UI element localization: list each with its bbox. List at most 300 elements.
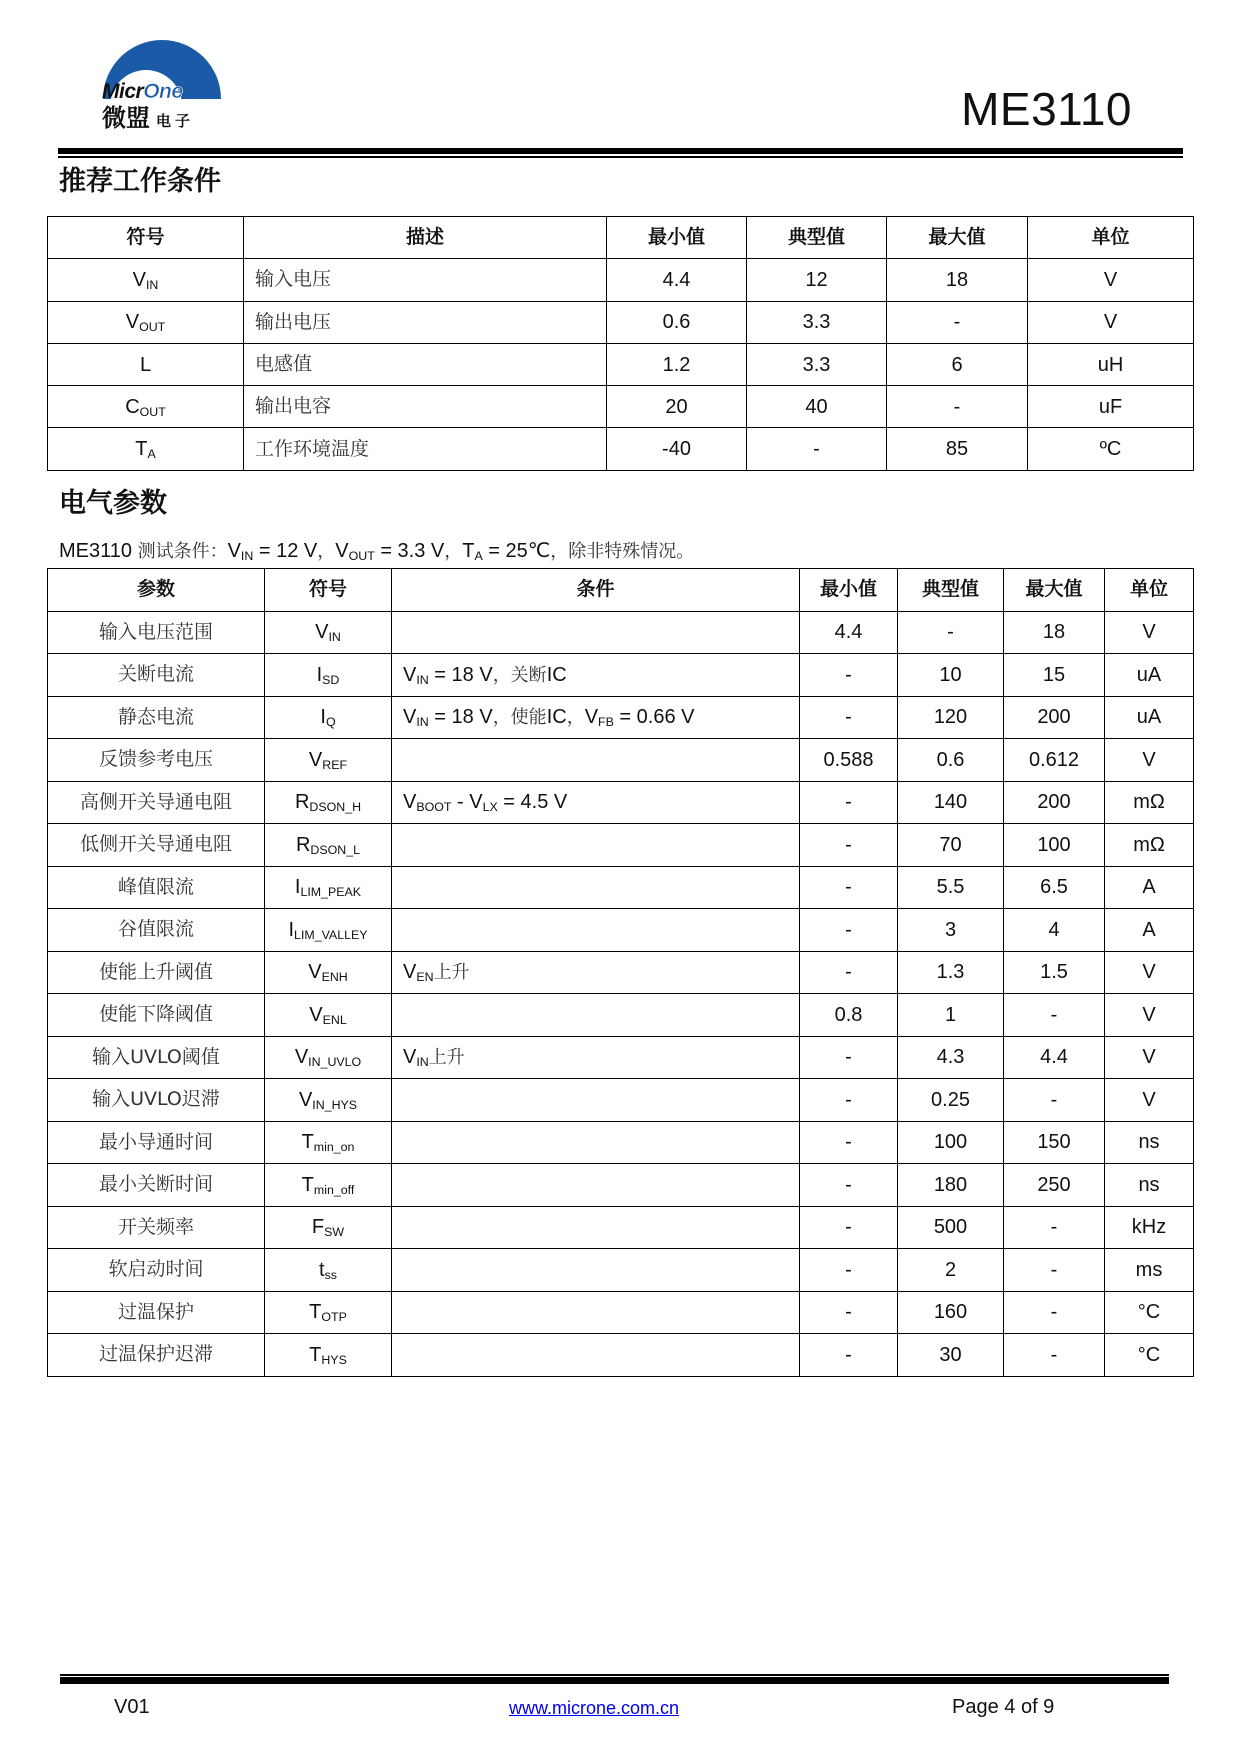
unit-cell: uA [1105,654,1194,697]
condition-cell [392,824,800,867]
parameter-cell: 输入电压范围 [48,611,265,654]
symbol-subscript: min_off [313,1182,355,1197]
table-row [48,994,1194,1037]
symbol-main: F [311,1216,325,1239]
table-row [48,739,1194,782]
min-cell: 0.6 [607,301,747,343]
cond-text-cn: ，关断 [492,664,547,686]
typ-cell: 180 [898,1164,1004,1207]
header-rule-thick [58,148,1183,154]
cond-text: = 0.66 V [613,706,695,729]
symbol-subscript: HYS [321,1352,347,1367]
table-row [48,386,1194,428]
typ-cell: 3 [898,909,1004,952]
parameter-cell: 使能下降阈值 [48,994,265,1037]
unit-cell: V [1105,739,1194,782]
unit-cell: ms [1105,1249,1194,1292]
condition-cell [392,654,800,697]
cond-subscript: BOOT [416,800,452,815]
col-header-typ: 典型值 [898,569,1004,612]
col-header-max: 最大值 [887,217,1028,259]
cond-text: - [451,791,470,814]
parameter-cell: 最小关断时间 [48,1164,265,1207]
symbol-main: V [125,311,140,334]
test-cond-vin-sub: IN [240,549,254,564]
col-header-typ: 典型值 [747,217,887,259]
parameter-cell: 反馈参考电压 [48,739,265,782]
unit-cell: V [1105,1079,1194,1122]
typ-cell: 160 [898,1291,1004,1334]
symbol-cell [265,781,392,824]
parameter-cell: 输入UVLO迟滞 [48,1079,265,1122]
typ-cell: 1.3 [898,951,1004,994]
condition-cell [392,1164,800,1207]
max-cell: 4 [1004,909,1105,952]
cond-text: IC [546,663,567,686]
recommended-conditions-table [47,216,1194,471]
symbol-subscript: IN_UVLO [308,1055,362,1070]
parameter-cell: 静态电流 [48,696,265,739]
table-row [48,301,1194,343]
max-cell: - [1004,994,1105,1037]
test-cond-vout-sym: V [335,540,349,562]
max-cell: 200 [1004,696,1105,739]
condition-cell [392,696,800,739]
col-header-parameter: 参数 [48,569,265,612]
symbol-subscript: ENH [321,970,348,985]
min-cell: - [800,781,898,824]
unit-cell: ºC [1028,428,1194,470]
symbol-main: T [309,1301,322,1324]
max-cell: 1.5 [1004,951,1105,994]
table-row [48,1334,1194,1377]
table-row [48,1206,1194,1249]
table-header-row [48,217,1194,259]
table-row [48,1121,1194,1164]
max-cell: 200 [1004,781,1105,824]
cond-symbol: V [584,706,599,729]
max-cell: 6 [887,343,1028,385]
table-row [48,1164,1194,1207]
unit-cell: ns [1105,1164,1194,1207]
typ-cell: 140 [898,781,1004,824]
symbol-subscript: OUT [139,404,166,419]
symbol-subscript: OUT [139,320,166,335]
typ-cell: 500 [898,1206,1004,1249]
test-cond-vout-val: = 3.3 V [374,540,445,562]
table-row [48,1249,1194,1292]
table-header-row [48,569,1194,612]
description-cell: 输入电压 [244,259,607,301]
symbol-main: V [132,268,146,291]
symbol-cell [48,386,244,428]
parameter-cell: 关断电流 [48,654,265,697]
col-header-symbol: 符号 [48,217,244,259]
table-row [48,1036,1194,1079]
table-row [48,611,1194,654]
symbol-main: I [288,918,295,941]
col-header-condition: 条件 [392,569,800,612]
cond-symbol: V [403,791,417,814]
symbol-main: T [301,1131,314,1154]
max-cell: 250 [1004,1164,1105,1207]
unit-cell: V [1028,301,1194,343]
symbol-main: T [135,438,148,461]
condition-cell [392,1291,800,1334]
symbol-cell [265,1121,392,1164]
cond-symbol: V [403,1046,417,1069]
max-cell: - [1004,1206,1105,1249]
min-cell: - [800,1036,898,1079]
typ-cell: 3.3 [747,301,887,343]
description-cell: 输出电容 [244,386,607,428]
symbol-main: V [309,1003,323,1026]
symbol-cell [265,654,392,697]
test-cond-sep1: ， [317,541,336,562]
col-header-description: 描述 [244,217,607,259]
symbol-subscript: REF [322,757,348,772]
col-header-min: 最小值 [800,569,898,612]
logo-brand-en-part2: One [143,80,183,103]
condition-cell [392,611,800,654]
table-row [48,1291,1194,1334]
max-cell: - [1004,1334,1105,1377]
cond-text-cn: ，使能 [492,707,547,729]
typ-cell: 100 [898,1121,1004,1164]
test-cond-vin-sym: V [227,540,241,562]
max-cell: - [887,386,1028,428]
min-cell: -40 [607,428,747,470]
test-cond-sep2: ， [444,541,463,562]
max-cell: - [1004,1291,1105,1334]
min-cell: - [800,866,898,909]
min-cell: 4.4 [800,611,898,654]
unit-cell: mΩ [1105,824,1194,867]
max-cell: 0.612 [1004,739,1105,782]
cond-text: = 18 V [428,663,493,686]
symbol-cell [265,1249,392,1292]
symbol-subscript: ENL [322,1012,347,1027]
symbol-main: t [319,1258,325,1281]
max-cell: 85 [887,428,1028,470]
condition-cell [392,1206,800,1249]
symbol-subscript: IN [328,630,341,645]
cond-subscript: IN [416,1055,429,1070]
min-cell: 0.8 [800,994,898,1037]
symbol-cell [265,1334,392,1377]
description-cell: 工作环境温度 [244,428,607,470]
symbol-subscript: IN_HYS [312,1097,358,1112]
footer-rule [60,1674,1169,1684]
typ-cell: 70 [898,824,1004,867]
test-cond-label: 测试条件： [137,541,228,562]
section-title-recommended: 推荐工作条件 [59,166,221,197]
cond-subscript: EN [416,970,434,985]
typ-cell: 10 [898,654,1004,697]
unit-cell: kHz [1105,1206,1194,1249]
symbol-subscript: DSON_L [310,842,361,857]
footer-rule-thick [60,1677,1169,1684]
header-rule-thin [58,156,1183,158]
max-cell: 15 [1004,654,1105,697]
symbol-subscript: OTP [321,1310,347,1325]
parameter-cell: 过温保护 [48,1291,265,1334]
header-rule [58,148,1183,158]
symbol-subscript: min_on [313,1140,355,1155]
typ-cell: 120 [898,696,1004,739]
symbol-main: T [309,1343,322,1366]
logo-brand-cn-main: 微盟 [102,104,150,132]
test-cond-ta-val: = 25℃ [482,540,551,562]
symbol-subscript: IN [145,278,159,293]
min-cell: - [800,1334,898,1377]
unit-cell: V [1105,951,1194,994]
cond-text: = 4.5 V [497,791,568,814]
test-cond-part: ME3110 [59,540,133,562]
typ-cell: 0.6 [898,739,1004,782]
max-cell: 18 [887,259,1028,301]
symbol-cell [48,343,244,385]
footer-version: V01 [114,1696,150,1718]
test-cond-vin-val: = 12 V [253,540,318,562]
table-row [48,696,1194,739]
max-cell: - [1004,1249,1105,1292]
parameter-cell: 低侧开关导通电阻 [48,824,265,867]
test-condition-line [59,540,694,562]
condition-cell [392,1036,800,1079]
symbol-cell [265,994,392,1037]
symbol-main: V [308,961,322,984]
symbol-cell [265,1164,392,1207]
footer-page-number: Page 4 of 9 [952,1696,1055,1718]
cond-subscript: FB [598,715,614,730]
table-row [48,428,1194,470]
cond-subscript: LX [482,800,498,815]
cond-symbol: V [469,791,483,814]
microne-logo [96,36,230,132]
min-cell: 1.2 [607,343,747,385]
symbol-main: V [298,1088,313,1111]
col-header-unit: 单位 [1105,569,1194,612]
max-cell: - [887,301,1028,343]
symbol-cell [265,611,392,654]
symbol-cell [265,824,392,867]
test-cond-ta-sub: A [474,549,483,564]
description-cell: 输出电压 [244,301,607,343]
symbol-main: I [320,706,326,729]
typ-cell: 40 [747,386,887,428]
symbol-main: R [294,791,310,814]
col-header-symbol: 符号 [265,569,392,612]
cond-text-cn: 上升 [433,962,470,984]
condition-cell [392,1334,800,1377]
unit-cell: A [1105,909,1194,952]
symbol-main: V [308,748,323,771]
symbol-main: V [315,621,329,644]
symbol-cell [265,1291,392,1334]
symbol-subscript: LIM_VALLEY [294,927,368,942]
table-row [48,781,1194,824]
condition-cell [392,909,800,952]
typ-cell: - [747,428,887,470]
cond-text-cn: ， [566,707,585,729]
table-row [48,951,1194,994]
unit-cell: ns [1105,1121,1194,1164]
cond-subscript: IN [416,715,429,730]
symbol-main: R [295,833,311,856]
cond-symbol: V [403,663,417,686]
symbol-main: I [316,663,323,686]
condition-cell [392,1121,800,1164]
symbol-cell [48,301,244,343]
condition-cell [392,1249,800,1292]
symbol-cell [265,1036,392,1079]
section-title-electrical: 电气参数 [59,488,167,519]
unit-cell: V [1028,259,1194,301]
parameter-cell: 谷值限流 [48,909,265,952]
symbol-cell [265,739,392,782]
condition-cell [392,739,800,782]
max-cell: 18 [1004,611,1105,654]
table-row [48,343,1194,385]
electrical-table-body [48,611,1194,1376]
typ-cell: 2 [898,1249,1004,1292]
max-cell: 4.4 [1004,1036,1105,1079]
typ-cell: 0.25 [898,1079,1004,1122]
symbol-subscript: DSON_H [309,800,362,815]
table-row [48,909,1194,952]
recommended-table-body [48,259,1194,470]
unit-cell: °C [1105,1334,1194,1377]
min-cell: - [800,1206,898,1249]
col-header-max: 最大值 [1004,569,1105,612]
parameter-cell: 过温保护迟滞 [48,1334,265,1377]
typ-cell: 5.5 [898,866,1004,909]
table-row [48,866,1194,909]
typ-cell: 30 [898,1334,1004,1377]
symbol-main: T [301,1173,314,1196]
symbol-cell [48,259,244,301]
typ-cell: 4.3 [898,1036,1004,1079]
condition-cell [392,781,800,824]
symbol-cell [265,696,392,739]
min-cell: - [800,824,898,867]
min-cell: - [800,909,898,952]
col-header-min: 最小值 [607,217,747,259]
max-cell: 150 [1004,1121,1105,1164]
symbol-cell [265,951,392,994]
logo-brand-en-part1: Micr [102,80,144,103]
max-cell: 6.5 [1004,866,1105,909]
table-row [48,654,1194,697]
parameter-cell: 峰值限流 [48,866,265,909]
parameter-cell: 输入UVLO阈值 [48,1036,265,1079]
parameter-cell: 最小导通时间 [48,1121,265,1164]
footer-website-link[interactable]: www.microne.com.cn [509,1698,680,1718]
min-cell: - [800,696,898,739]
logo-brand-en [102,81,183,102]
col-header-unit: 单位 [1028,217,1194,259]
min-cell: - [800,654,898,697]
unit-cell: °C [1105,1291,1194,1334]
condition-cell [392,951,800,994]
symbol-cell [48,428,244,470]
min-cell: 0.588 [800,739,898,782]
condition-cell [392,994,800,1037]
min-cell: 20 [607,386,747,428]
min-cell: - [800,1121,898,1164]
parameter-cell: 软启动时间 [48,1249,265,1292]
test-cond-ta-sym: T [462,540,475,562]
unit-cell: uH [1028,343,1194,385]
cond-text-cn: 上升 [428,1047,465,1069]
unit-cell: uF [1028,386,1194,428]
condition-cell [392,866,800,909]
symbol-main: L [139,353,152,376]
symbol-cell [265,1079,392,1122]
cond-text: = 18 V [428,706,493,729]
cond-symbol: V [403,961,417,984]
max-cell: 100 [1004,824,1105,867]
symbol-subscript: SW [324,1225,345,1240]
typ-cell: 12 [747,259,887,301]
cond-text: IC [546,706,567,729]
symbol-subscript: ss [324,1267,337,1282]
symbol-subscript: A [147,447,156,462]
min-cell: - [800,951,898,994]
symbol-subscript: SD [322,672,340,687]
symbol-subscript: Q [325,715,336,730]
electrical-parameters-table [47,568,1194,1377]
symbol-cell [265,866,392,909]
typ-cell: 1 [898,994,1004,1037]
table-row [48,1079,1194,1122]
cond-subscript: IN [416,672,429,687]
symbol-cell [265,1206,392,1249]
symbol-subscript: LIM_PEAK [300,885,362,900]
table-row [48,259,1194,301]
symbol-main: I [294,876,301,899]
test-cond-vout-sub: OUT [348,549,375,564]
unit-cell: V [1105,994,1194,1037]
description-cell: 电感值 [244,343,607,385]
condition-cell [392,1079,800,1122]
unit-cell: uA [1105,696,1194,739]
unit-cell: V [1105,1036,1194,1079]
max-cell: - [1004,1079,1105,1122]
logo-brand-cn [102,106,194,130]
table-row [48,824,1194,867]
min-cell: - [800,1249,898,1292]
min-cell: 4.4 [607,259,747,301]
symbol-cell [265,909,392,952]
typ-cell: - [898,611,1004,654]
symbol-main: V [294,1046,309,1069]
cond-symbol: V [403,706,417,729]
logo-brand-cn-small: 电子 [156,112,195,130]
document-title: ME3110 [961,83,1132,135]
test-cond-tail: ，除非特殊情况。 [550,541,695,562]
typ-cell: 3.3 [747,343,887,385]
symbol-main: C [125,395,140,418]
parameter-cell: 使能上升阈值 [48,951,265,994]
unit-cell: V [1105,611,1194,654]
unit-cell: A [1105,866,1194,909]
min-cell: - [800,1164,898,1207]
min-cell: - [800,1079,898,1122]
parameter-cell: 高侧开关导通电阻 [48,781,265,824]
unit-cell: mΩ [1105,781,1194,824]
